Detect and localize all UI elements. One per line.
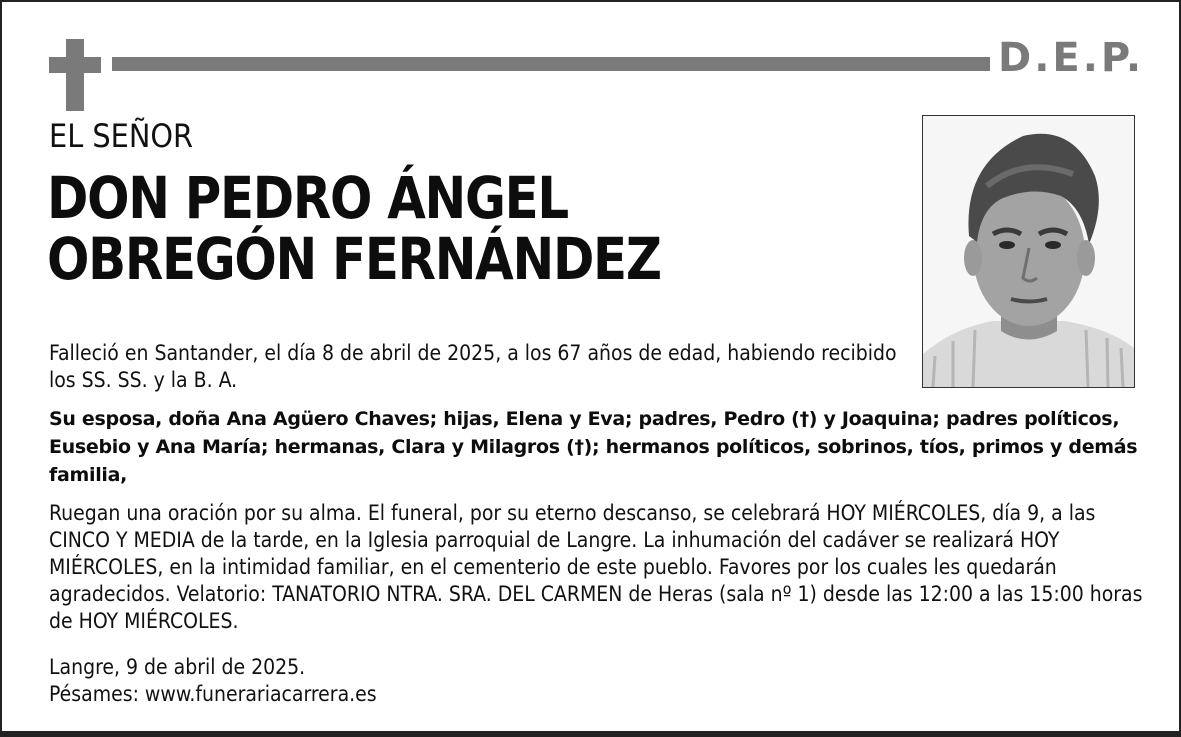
deceased-name-line-1: DON PEDRO ÁNGEL	[47, 164, 568, 232]
funeral-text: Ruegan una oración por su alma. El funeral, por su eterno descanso, se celebrará HOY MIÉRCOLES, día 9, a las CINCO Y MEDIA de la tarde, en la Iglesia parroquial de Langre. La inhumación del cadáver se realizará HOY MIÉRCOLES, en la intimidad familiar, en el cementerio de este pueblo. Favores por los cuales les quedarán agradecidos. Velatorio: TANATORIO NTRA. SRA. DEL CARMEN de Heras (sala nº 1) desde las 12:00 a las 15:00 horas de HOY MIÉRCOLES.	[49, 501, 1143, 633]
deceased-photo	[922, 115, 1135, 388]
place-date: Langre, 9 de abril de 2025.	[49, 655, 306, 679]
condolences-link[interactable]: Pésames: www.funerariacarrera.es	[49, 682, 377, 706]
header-rule	[112, 57, 990, 71]
dep-badge: D.E.P.	[998, 35, 1145, 81]
cross-icon	[49, 39, 101, 111]
death-notice-text: Falleció en Santander, el día 8 de abril de 2025, a los 67 años de edad, habiendo recibido los SS. SS. y la B. A.	[49, 341, 897, 392]
deceased-title: EL SEÑOR	[49, 117, 194, 155]
deceased-name-line-2: OBREGÓN FERNÁNDEZ	[47, 224, 661, 293]
footer	[49, 654, 377, 708]
deceased-name	[47, 164, 661, 293]
family-text: Su esposa, doña Ana Agüero Chaves; hijas, Elena y Eva; padres, Pedro (†) y Joaquina; padres políticos, Eusebio y Ana María; hermanas, Clara y Milagros (†); hermanos políticos, sobrinos, tíos, primos y demás familia,	[49, 408, 1138, 486]
